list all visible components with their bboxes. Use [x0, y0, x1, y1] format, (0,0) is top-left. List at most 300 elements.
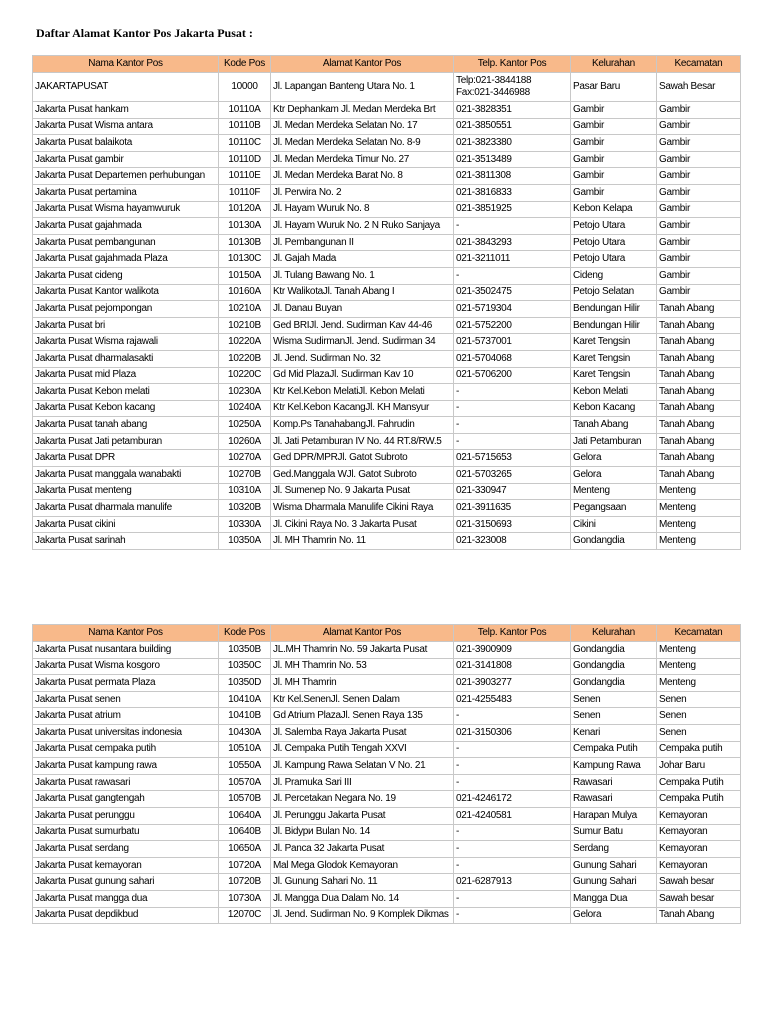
kode-cell: 10270B [219, 467, 271, 484]
kode-cell: 10430A [219, 724, 271, 741]
telp-cell: 021-3513489 [454, 151, 571, 168]
header-kelurahan: Kelurahan [571, 625, 657, 642]
kecamatan-cell: Tanah Abang [657, 907, 741, 924]
kode-cell: 10160A [219, 284, 271, 301]
table-row [33, 533, 741, 550]
kode-cell: 10220B [219, 350, 271, 367]
kelurahan-cell: Cempaka Putih [571, 741, 657, 758]
table-row [33, 118, 741, 135]
nama-cell: Jakarta Pusat sumurbatu [33, 824, 219, 841]
kelurahan-cell: Gelora [571, 450, 657, 467]
table-row [33, 73, 741, 102]
nama-cell: Jakarta Pusat gajahmada Plaza [33, 251, 219, 268]
alamat-cell: Ged DPR/MPRJl. Gatot Subroto [271, 450, 454, 467]
kode-cell: 10250A [219, 417, 271, 434]
kode-cell: 10720A [219, 857, 271, 874]
table-row [33, 758, 741, 775]
kode-cell: 10270A [219, 450, 271, 467]
table-row [33, 301, 741, 318]
telp-cell: - [454, 417, 571, 434]
table-row [33, 642, 741, 659]
nama-cell: Jakarta Pusat bri [33, 317, 219, 334]
kode-cell: 10640B [219, 824, 271, 841]
table-row [33, 658, 741, 675]
kelurahan-cell: Gondangdia [571, 533, 657, 550]
alamat-cell: Ktr Kel.SenenJl. Senen Dalam [271, 691, 454, 708]
kelurahan-cell: Gambir [571, 135, 657, 152]
telp-cell: 021-5715653 [454, 450, 571, 467]
telp-cell: - [454, 433, 571, 450]
alamat-cell: Ged BRIJl. Jend. Sudirman Kav 44-46 [271, 317, 454, 334]
kelurahan-cell: Gondangdia [571, 642, 657, 659]
telp-cell: - [454, 400, 571, 417]
alamat-cell: Jl. Salemba Raya Jakarta Pusat [271, 724, 454, 741]
nama-cell: Jakarta Pusat gangtengah [33, 791, 219, 808]
kecamatan-cell: Tanah Abang [657, 467, 741, 484]
nama-cell: Jakarta Pusat Kantor walikota [33, 284, 219, 301]
nama-cell: Jakarta Pusat senen [33, 691, 219, 708]
telp-cell: 021-330947 [454, 483, 571, 500]
kode-cell: 10510A [219, 741, 271, 758]
alamat-cell: Jl. Jend. Sudirman No. 32 [271, 350, 454, 367]
table-row [33, 102, 741, 119]
kelurahan-cell: Harapan Mulya [571, 807, 657, 824]
telp-cell: 021-3903277 [454, 675, 571, 692]
kode-cell: 12070C [219, 907, 271, 924]
nama-cell: Jakarta Pusat atrium [33, 708, 219, 725]
kecamatan-cell: Gambir [657, 184, 741, 201]
telp-cell: 021-3141808 [454, 658, 571, 675]
table-row [33, 317, 741, 334]
table-row [33, 334, 741, 351]
alamat-cell: Jl. Mangga Dua Dalam No. 14 [271, 890, 454, 907]
kecamatan-cell: Menteng [657, 516, 741, 533]
alamat-cell: Jl. Medan Merdeka Timur No. 27 [271, 151, 454, 168]
header-kecamatan: Kecamatan [657, 625, 741, 642]
telp-cell: - [454, 741, 571, 758]
kelurahan-cell: Jati Petamburan [571, 433, 657, 450]
alamat-cell: Jl. Hayam Wuruk No. 2 N Ruko Sanjaya [271, 218, 454, 235]
kecamatan-cell: Gambir [657, 135, 741, 152]
alamat-cell: Jl. Panca 32 Jakarta Pusat [271, 841, 454, 858]
kecamatan-cell: Tanah Abang [657, 400, 741, 417]
kelurahan-cell: Bendungan Hilir [571, 301, 657, 318]
table-row [33, 824, 741, 841]
alamat-cell: Jl. Danau Buyan [271, 301, 454, 318]
kode-cell: 10130C [219, 251, 271, 268]
kecamatan-cell: Gambir [657, 102, 741, 119]
alamat-cell: Jl. Perunggu Jakarta Pusat [271, 807, 454, 824]
table-row [33, 201, 741, 218]
kode-cell: 10350B [219, 642, 271, 659]
alamat-cell: JL.MH Thamrin No. 59 Jakarta Pusat [271, 642, 454, 659]
telp-cell: 021-4246172 [454, 791, 571, 808]
kelurahan-cell: Petojo Selatan [571, 284, 657, 301]
kelurahan-cell: Petojo Utara [571, 234, 657, 251]
kecamatan-cell: Senen [657, 708, 741, 725]
alamat-cell: Ktr Kel.Kebon MelatiJl. Kebon Melati [271, 384, 454, 401]
post-office-table-2 [32, 624, 741, 924]
kecamatan-cell: Gambir [657, 284, 741, 301]
telp-cell: - [454, 857, 571, 874]
telp-cell: - [454, 218, 571, 235]
kecamatan-cell: Gambir [657, 201, 741, 218]
nama-cell: Jakarta Pusat Wisma hayamwuruk [33, 201, 219, 218]
telp-cell: 021-3811308 [454, 168, 571, 185]
telp-cell: 021-3828351 [454, 102, 571, 119]
kecamatan-cell: Sawah Besar [657, 73, 741, 102]
table-row [33, 807, 741, 824]
alamat-cell: Jl. Pramuka Sari III [271, 774, 454, 791]
kecamatan-cell: Tanah Abang [657, 450, 741, 467]
alamat-cell: Komp.Ps TanahabangJl. Fahrudin [271, 417, 454, 434]
kecamatan-cell: Tanah Abang [657, 433, 741, 450]
table-row [33, 433, 741, 450]
kelurahan-cell: Gambir [571, 151, 657, 168]
alamat-cell: Mal Mega Glodok Kemayoran [271, 857, 454, 874]
nama-cell: Jakarta Pusat kemayoran [33, 857, 219, 874]
alamat-cell: Wisma Dharmala Manulife Cikini Raya [271, 500, 454, 517]
table-row [33, 367, 741, 384]
telp-cell: - [454, 841, 571, 858]
telp-cell: 021-3502475 [454, 284, 571, 301]
alamat-cell: Jl. Tulang Bawang No. 1 [271, 267, 454, 284]
table-row [33, 708, 741, 725]
alamat-cell: Jl. Bidури Bulan No. 14 [271, 824, 454, 841]
kode-cell: 10570B [219, 791, 271, 808]
kecamatan-cell: Gambir [657, 151, 741, 168]
alamat-cell: Jl. Kampung Rawa Selatan V No. 21 [271, 758, 454, 775]
telp-cell: - [454, 384, 571, 401]
kode-cell: 10350C [219, 658, 271, 675]
kelurahan-cell: Mangga Dua [571, 890, 657, 907]
kecamatan-cell: Tanah Abang [657, 334, 741, 351]
alamat-cell: Wisma SudirmanJl. Jend. Sudirman 34 [271, 334, 454, 351]
nama-cell: Jakarta Pusat Departemen perhubungan [33, 168, 219, 185]
alamat-cell: Jl. Lapangan Banteng Utara No. 1 [271, 73, 454, 102]
kecamatan-cell: Gambir [657, 118, 741, 135]
nama-cell: Jakarta Pusat DPR [33, 450, 219, 467]
kecamatan-cell: Menteng [657, 642, 741, 659]
kelurahan-cell: Petojo Utara [571, 218, 657, 235]
kode-cell: 10260A [219, 433, 271, 450]
kelurahan-cell: Bendungan Hilir [571, 317, 657, 334]
kecamatan-cell: Tanah Abang [657, 417, 741, 434]
telp-cell: 021-5706200 [454, 367, 571, 384]
header-telp: Telp. Kantor Pos [454, 625, 571, 642]
kecamatan-cell: Kemayoran [657, 807, 741, 824]
nama-cell: Jakarta Pusat Kebon kacang [33, 400, 219, 417]
kelurahan-cell: Karet Tengsin [571, 367, 657, 384]
kode-cell: 10310A [219, 483, 271, 500]
kecamatan-cell: Kemayoran [657, 841, 741, 858]
kode-cell: 10410B [219, 708, 271, 725]
kode-cell: 10220C [219, 367, 271, 384]
nama-cell: Jakarta Pusat permata Plaza [33, 675, 219, 692]
kelurahan-cell: Gelora [571, 907, 657, 924]
table-row [33, 184, 741, 201]
nama-cell: Jakarta Pusat Jati petamburan [33, 433, 219, 450]
telp-cell: 021-3150306 [454, 724, 571, 741]
kelurahan-cell: Serdang [571, 841, 657, 858]
kecamatan-cell: Kemayoran [657, 824, 741, 841]
alamat-cell: Jl. MH Thamrin [271, 675, 454, 692]
kelurahan-cell: Gunung Sahari [571, 874, 657, 891]
table-row [33, 400, 741, 417]
kode-cell: 10720B [219, 874, 271, 891]
alamat-cell: Jl. Sumenep No. 9 Jakarta Pusat [271, 483, 454, 500]
kecamatan-cell: Sawah besar [657, 874, 741, 891]
telp-cell: 021-3911635 [454, 500, 571, 517]
header-kode: Kode Pos [219, 56, 271, 73]
kode-cell: 10410A [219, 691, 271, 708]
kode-cell: 10650A [219, 841, 271, 858]
alamat-cell: Ktr Dephankam Jl. Medan Merdeka Brt [271, 102, 454, 119]
nama-cell: Jakarta Pusat gunung sahari [33, 874, 219, 891]
kelurahan-cell: Rawasari [571, 774, 657, 791]
kode-cell: 10320B [219, 500, 271, 517]
telp-cell: 021-3843293 [454, 234, 571, 251]
table-row [33, 675, 741, 692]
alamat-cell: Gd Mid PlazaJl. Sudirman Kav 10 [271, 367, 454, 384]
kode-cell: 10120A [219, 201, 271, 218]
kode-cell: 10130B [219, 234, 271, 251]
kode-cell: 10110D [219, 151, 271, 168]
table-row [33, 500, 741, 517]
kode-cell: 10350D [219, 675, 271, 692]
telp-cell: 021-3851925 [454, 201, 571, 218]
table-row [33, 467, 741, 484]
table-row [33, 483, 741, 500]
alamat-cell: Ktr Kel.Kebon KacangJl. KH Mansyur [271, 400, 454, 417]
kecamatan-cell: Senen [657, 691, 741, 708]
kecamatan-cell: Tanah Abang [657, 350, 741, 367]
kode-cell: 10240A [219, 400, 271, 417]
kode-cell: 10110C [219, 135, 271, 152]
telp-cell: - [454, 824, 571, 841]
kecamatan-cell: Kemayoran [657, 857, 741, 874]
table-row [33, 791, 741, 808]
telp-cell: 021-323008 [454, 533, 571, 550]
kode-cell: 10150A [219, 267, 271, 284]
nama-cell: Jakarta Pusat rawasari [33, 774, 219, 791]
kelurahan-cell: Karet Tengsin [571, 350, 657, 367]
telp-cell: 021-3150693 [454, 516, 571, 533]
kecamatan-cell: Gambir [657, 251, 741, 268]
telp-cell: 021-3850551 [454, 118, 571, 135]
kecamatan-cell: Johar Baru [657, 758, 741, 775]
nama-cell: Jakarta Pusat Kebon melati [33, 384, 219, 401]
header-nama: Nama Kantor Pos [33, 56, 219, 73]
table-row [33, 890, 741, 907]
table-row [33, 267, 741, 284]
table-row [33, 234, 741, 251]
telp-cell: Telp:021-3844188 Fax:021-3446988 [454, 73, 571, 102]
kecamatan-cell: Gambir [657, 234, 741, 251]
kode-cell: 10730A [219, 890, 271, 907]
alamat-cell: Jl. Medan Merdeka Selatan No. 8-9 [271, 135, 454, 152]
table-row [33, 841, 741, 858]
kecamatan-cell: Senen [657, 724, 741, 741]
nama-cell: Jakarta Pusat nusantara building [33, 642, 219, 659]
table-row [33, 251, 741, 268]
kelurahan-cell: Gambir [571, 168, 657, 185]
kode-cell: 10110F [219, 184, 271, 201]
kelurahan-cell: Gambir [571, 184, 657, 201]
kelurahan-cell: Senen [571, 691, 657, 708]
telp-cell: 021-5704068 [454, 350, 571, 367]
table-row [33, 384, 741, 401]
alamat-cell: Jl. Medan Merdeka Barat No. 8 [271, 168, 454, 185]
kelurahan-cell: Sumur Batu [571, 824, 657, 841]
nama-cell: Jakarta Pusat cempaka putih [33, 741, 219, 758]
nama-cell: Jakarta Pusat Wisma kosgoro [33, 658, 219, 675]
table-row [33, 450, 741, 467]
table-row [33, 350, 741, 367]
kelurahan-cell: Gambir [571, 102, 657, 119]
telp-cell: 021-5737001 [454, 334, 571, 351]
kecamatan-cell: Tanah Abang [657, 317, 741, 334]
alamat-cell: Jl. Gunung Sahari No. 11 [271, 874, 454, 891]
kecamatan-cell: Cempaka Putih [657, 774, 741, 791]
kode-cell: 10640A [219, 807, 271, 824]
alamat-cell: Jl. Gajah Mada [271, 251, 454, 268]
kode-cell: 10330A [219, 516, 271, 533]
alamat-cell: Jl. Jend. Sudirman No. 9 Komplek Dikmas [271, 907, 454, 924]
kelurahan-cell: Gelora [571, 467, 657, 484]
kelurahan-cell: Karet Tengsin [571, 334, 657, 351]
alamat-cell: Jl. MH Thamrin No. 53 [271, 658, 454, 675]
header-telp: Telp. Kantor Pos [454, 56, 571, 73]
kecamatan-cell: Sawah besar [657, 890, 741, 907]
alamat-cell: Jl. Pembangunan II [271, 234, 454, 251]
telp-cell: - [454, 267, 571, 284]
telp-cell: - [454, 708, 571, 725]
nama-cell: Jakarta Pusat pertamina [33, 184, 219, 201]
nama-cell: Jakarta Pusat pejompongan [33, 301, 219, 318]
kelurahan-cell: Gunung Sahari [571, 857, 657, 874]
alamat-cell: Jl. MH Thamrin No. 11 [271, 533, 454, 550]
kode-cell: 10110E [219, 168, 271, 185]
table-row [33, 857, 741, 874]
header-kode: Kode Pos [219, 625, 271, 642]
kecamatan-cell: Tanah Abang [657, 384, 741, 401]
kecamatan-cell: Menteng [657, 658, 741, 675]
alamat-cell: Jl. Cikini Raya No. 3 Jakarta Pusat [271, 516, 454, 533]
kecamatan-cell: Gambir [657, 267, 741, 284]
kelurahan-cell: Menteng [571, 483, 657, 500]
kode-cell: 10130A [219, 218, 271, 235]
nama-cell: Jakarta Pusat dharmala manulife [33, 500, 219, 517]
nama-cell: Jakarta Pusat universitas indonesia [33, 724, 219, 741]
alamat-cell: Ktr WalikotaJl. Tanah Abang I [271, 284, 454, 301]
nama-cell: Jakarta Pusat cikini [33, 516, 219, 533]
kelurahan-cell: Pasar Baru [571, 73, 657, 102]
header-nama: Nama Kantor Pos [33, 625, 219, 642]
telp-cell: 021-5703265 [454, 467, 571, 484]
nama-cell: Jakarta Pusat Wisma rajawali [33, 334, 219, 351]
telp-cell: 021-3823380 [454, 135, 571, 152]
kelurahan-cell: Kebon Melati [571, 384, 657, 401]
alamat-cell: Jl. Jati Petamburan IV No. 44 RT.8/RW.5 [271, 433, 454, 450]
kelurahan-cell: Petojo Utara [571, 251, 657, 268]
header-alamat: Alamat Kantor Pos [271, 56, 454, 73]
telp-cell: 021-4240581 [454, 807, 571, 824]
kecamatan-cell: Tanah Abang [657, 367, 741, 384]
telp-cell: 021-3900909 [454, 642, 571, 659]
kecamatan-cell: Cempaka Putih [657, 791, 741, 808]
kelurahan-cell: Kebon Kelapa [571, 201, 657, 218]
telp-cell: - [454, 758, 571, 775]
telp-cell: 021-3211011 [454, 251, 571, 268]
nama-cell: Jakarta Pusat tanah abang [33, 417, 219, 434]
kecamatan-cell: Menteng [657, 483, 741, 500]
alamat-cell: Jl. Cempaka Putih Tengah XXVI [271, 741, 454, 758]
kecamatan-cell: Menteng [657, 500, 741, 517]
kode-cell: 10210A [219, 301, 271, 318]
post-office-table-1 [32, 55, 741, 550]
kode-cell: 10570A [219, 774, 271, 791]
table-row [33, 516, 741, 533]
kode-cell: 10550A [219, 758, 271, 775]
table-row [33, 724, 741, 741]
nama-cell: JAKARTAPUSAT [33, 73, 219, 102]
table-row [33, 151, 741, 168]
kelurahan-cell: Rawasari [571, 791, 657, 808]
kode-cell: 10110B [219, 118, 271, 135]
nama-cell: Jakarta Pusat balaikota [33, 135, 219, 152]
kode-cell: 10230A [219, 384, 271, 401]
nama-cell: Jakarta Pusat perunggu [33, 807, 219, 824]
nama-cell: Jakarta Pusat gambir [33, 151, 219, 168]
nama-cell: Jakarta Pusat gajahmada [33, 218, 219, 235]
alamat-cell: Ged.Manggala WJl. Gatot Subroto [271, 467, 454, 484]
alamat-cell: Jl. Medan Merdeka Selatan No. 17 [271, 118, 454, 135]
kelurahan-cell: Kebon Kacang [571, 400, 657, 417]
table-row [33, 168, 741, 185]
telp-cell: 021-6287913 [454, 874, 571, 891]
table-row [33, 417, 741, 434]
page-title: Daftar Alamat Kantor Pos Jakarta Pusat : [36, 26, 253, 40]
kelurahan-cell: Gambir [571, 118, 657, 135]
kelurahan-cell: Kampung Rawa [571, 758, 657, 775]
nama-cell: Jakarta Pusat menteng [33, 483, 219, 500]
table-row [33, 284, 741, 301]
nama-cell: Jakarta Pusat mangga dua [33, 890, 219, 907]
nama-cell: Jakarta Pusat Wisma antara [33, 118, 219, 135]
nama-cell: Jakarta Pusat serdang [33, 841, 219, 858]
header-kelurahan: Kelurahan [571, 56, 657, 73]
kode-cell: 10000 [219, 73, 271, 102]
kode-cell: 10350A [219, 533, 271, 550]
kode-cell: 10110A [219, 102, 271, 119]
kelurahan-cell: Gondangdia [571, 658, 657, 675]
telp-cell: - [454, 774, 571, 791]
kecamatan-cell: Gambir [657, 218, 741, 235]
kecamatan-cell: Tanah Abang [657, 301, 741, 318]
table-row [33, 741, 741, 758]
alamat-cell: Jl. Hayam Wuruk No. 8 [271, 201, 454, 218]
kode-cell: 10220A [219, 334, 271, 351]
table-row [33, 774, 741, 791]
kelurahan-cell: Senen [571, 708, 657, 725]
nama-cell: Jakarta Pusat dharmalasakti [33, 350, 219, 367]
nama-cell: Jakarta Pusat hankam [33, 102, 219, 119]
nama-cell: Jakarta Pusat mid Plaza [33, 367, 219, 384]
kelurahan-cell: Cideng [571, 267, 657, 284]
telp-cell: 021-5719304 [454, 301, 571, 318]
nama-cell: Jakarta Pusat manggala wanabakti [33, 467, 219, 484]
